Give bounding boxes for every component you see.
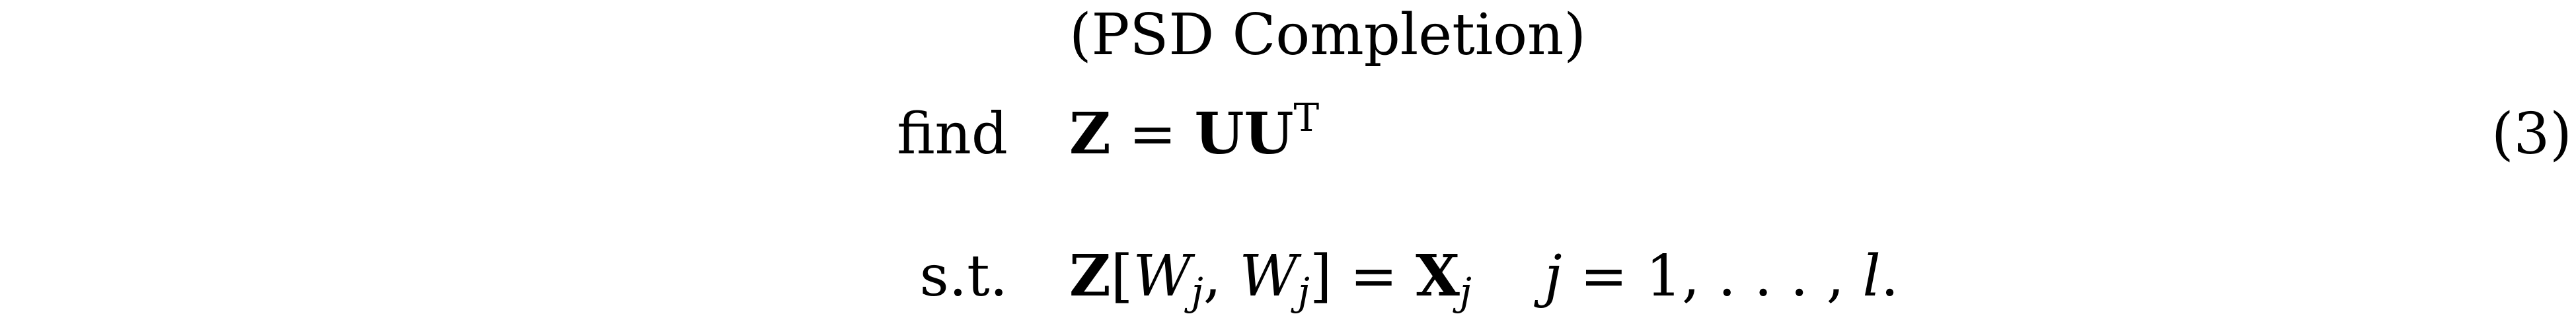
close-bracket: ] (1309, 243, 1332, 309)
matrix-z: Z (1069, 243, 1111, 309)
matrix-u: U (1194, 100, 1244, 167)
transpose-superscript: T (1293, 95, 1320, 140)
subscript-j: j (1459, 269, 1472, 314)
subscript-j: j (1297, 269, 1310, 314)
equation-number: (3) (2491, 101, 2572, 167)
equals-sign: = (1349, 243, 1398, 309)
index-set-w: W (1239, 243, 1298, 309)
matrix-x: X (1416, 243, 1460, 309)
index-range: 1, . . . , (1646, 243, 1845, 309)
open-bracket: [ (1110, 243, 1133, 309)
equals-sign: = (1579, 243, 1628, 309)
comma: , (1203, 243, 1222, 309)
matrix-u: U (1244, 100, 1294, 167)
keyword-subject-to: s.t. (919, 243, 1008, 309)
index-variable-j: j (1544, 243, 1562, 309)
constraint-expression (1069, 243, 1899, 314)
equation-title: (PSD Completion) (1069, 2, 1586, 68)
subscript-j: j (1191, 269, 1203, 314)
index-upper-l: l (1862, 243, 1881, 309)
keyword-find: find (897, 101, 1008, 167)
index-set-w: W (1133, 243, 1192, 309)
objective-expression (1069, 95, 1320, 167)
period: . (1880, 243, 1899, 309)
matrix-z: Z (1069, 100, 1111, 167)
equals-sign: = (1129, 101, 1177, 167)
